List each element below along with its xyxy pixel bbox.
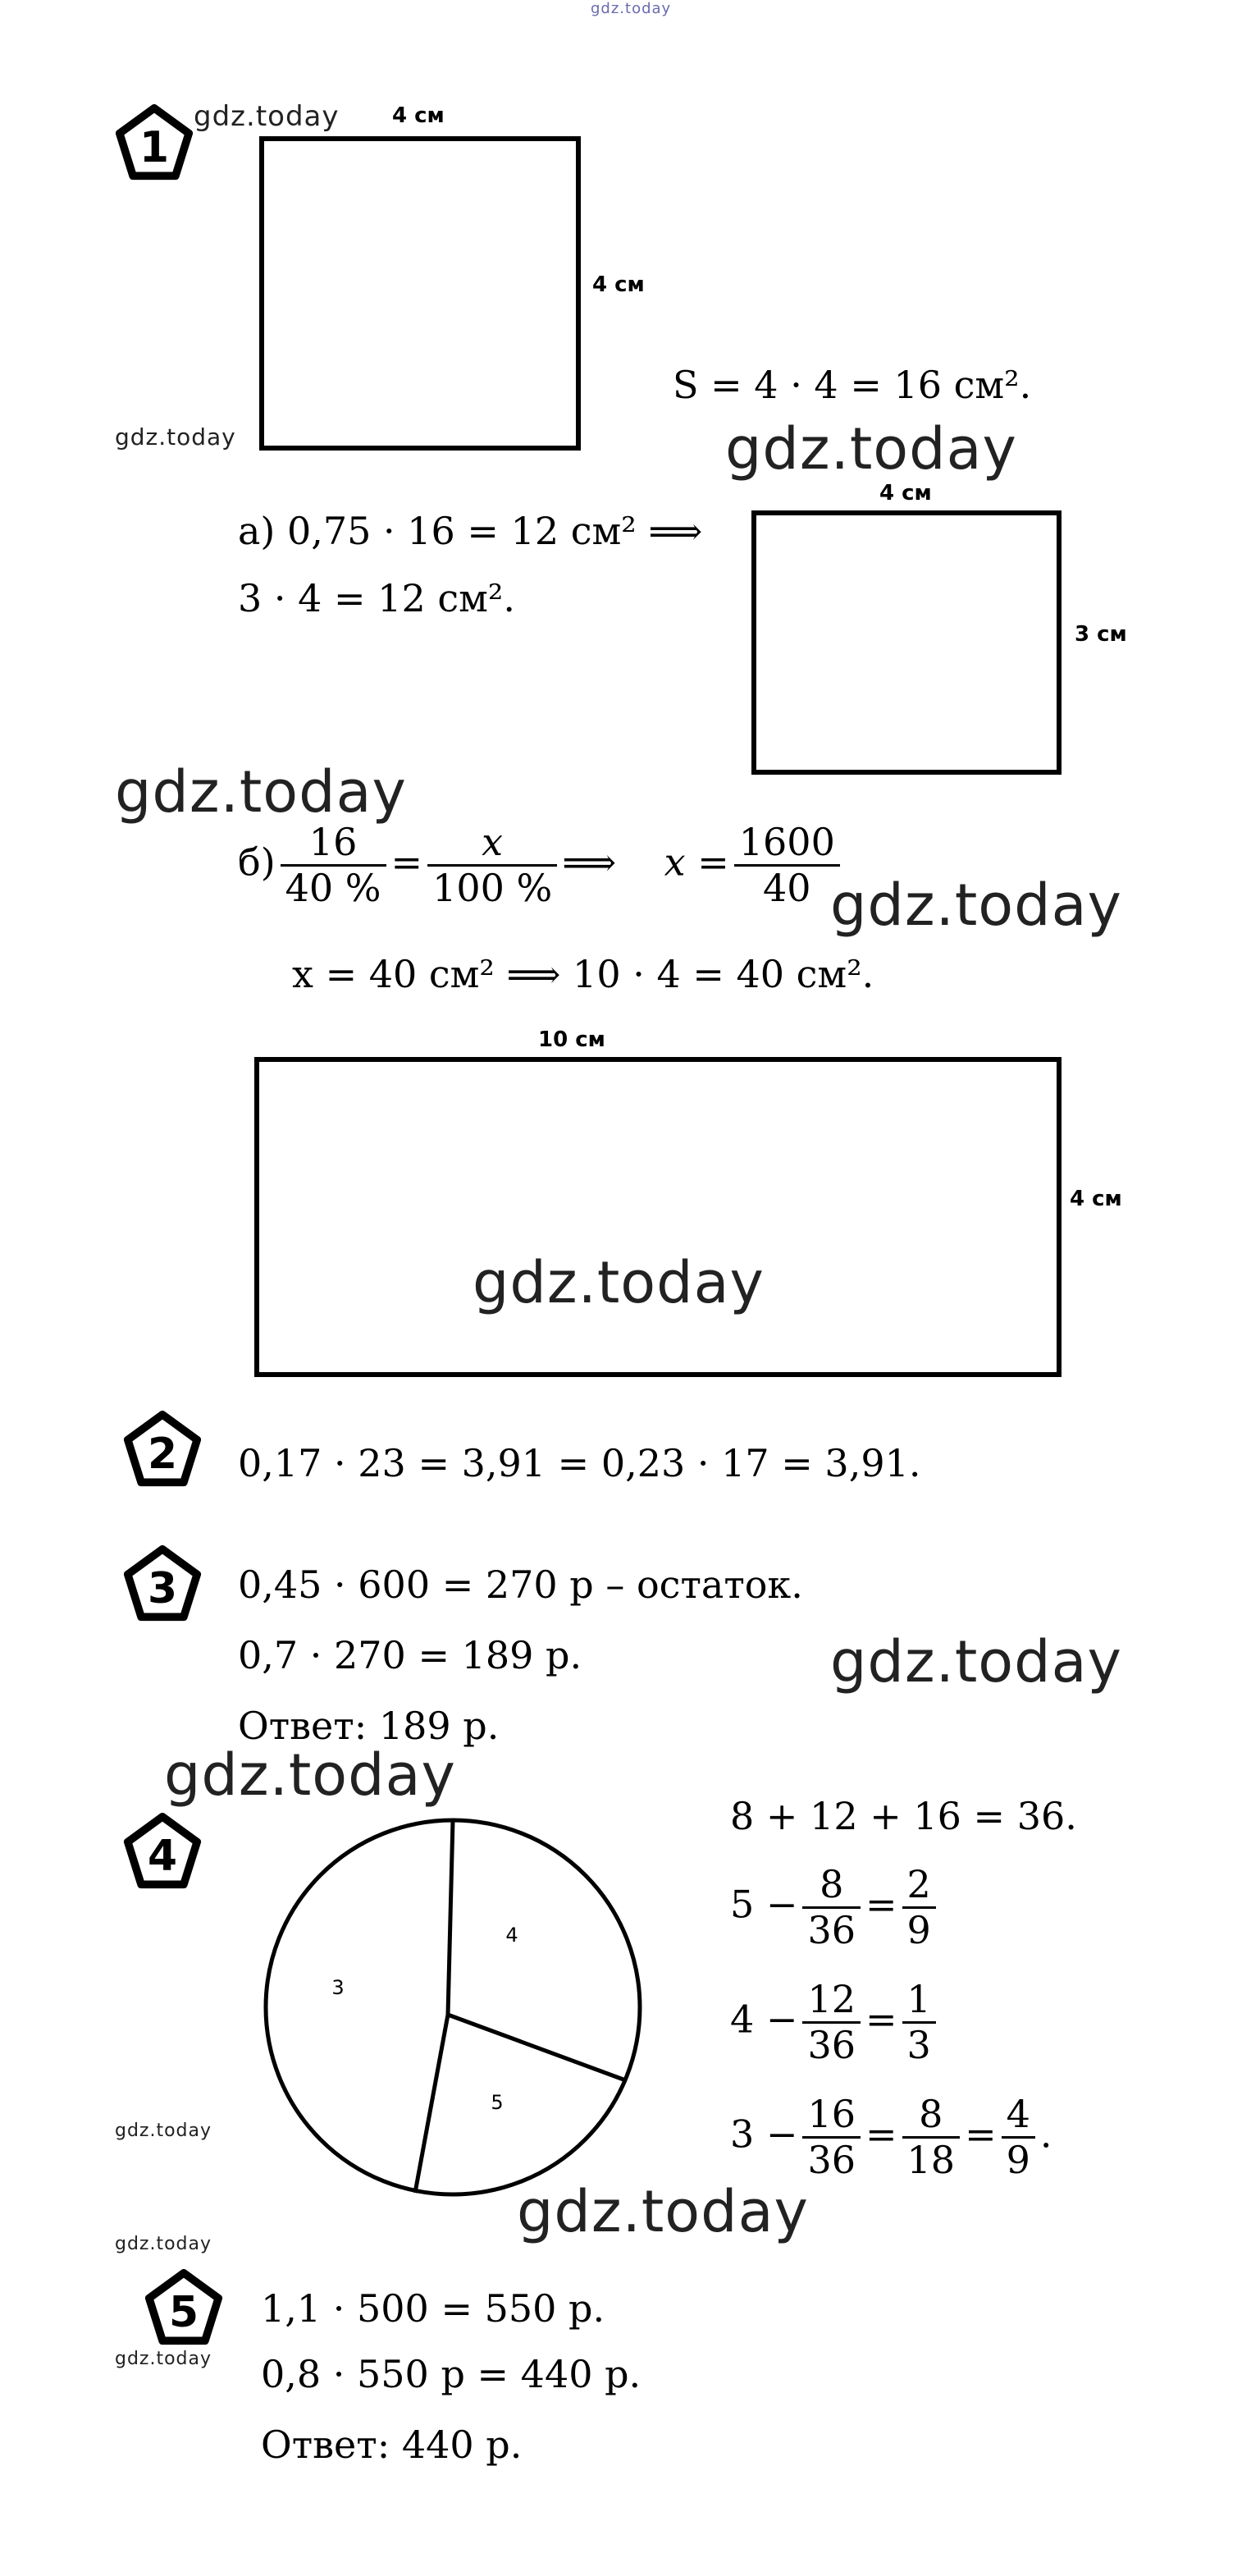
part-b-proportion: б) $\frac{16}{40 \%}$ = $\frac{x}{100 \%}$ ⟹ x = $\frac{1600}{40}$ (238, 821, 845, 910)
pentagon-icon (115, 103, 194, 182)
rect-b-side-label: 4 см (1070, 1187, 1122, 1211)
task-3-answer: Ответ: 189 р. (238, 1704, 500, 1748)
rect-10x4 (254, 1057, 1062, 1377)
task-3-number: 3 (147, 1564, 178, 1614)
pie-chart (259, 1814, 645, 2199)
square-top-label: 4 см (392, 103, 445, 128)
task-3-line1: 0,45 · 600 = 270 р – остаток. (238, 1563, 803, 1607)
watermark-5: gdz.today (830, 872, 1122, 939)
rect-a-top-label: 4 см (879, 481, 932, 506)
rect-4x3 (751, 510, 1062, 775)
watermark-11: gdz.today (115, 2234, 212, 2254)
watermark-2: gdz.today (115, 423, 236, 451)
part-a-line2: 3 · 4 = 12 см². (238, 576, 515, 620)
watermark-4: gdz.today (115, 758, 407, 826)
pie-label-5: 5 (491, 2091, 504, 2114)
watermark-8: gdz.today (164, 1741, 456, 1809)
watermark-9: gdz.today (115, 2121, 212, 2141)
task-5-number: 5 (168, 2288, 199, 2338)
task-4-row2: 4 − $\frac{12}{36}$ = $\frac{1}{3}$ (730, 1978, 941, 2067)
watermark-1: gdz.today (194, 100, 340, 133)
task-3-badge (123, 1544, 202, 1623)
rect-b-top-label: 10 см (538, 1027, 605, 1052)
fraction-16-40: $\frac{16}{40 \%}$ (281, 821, 386, 910)
fraction-1600-40: $\frac{1600}{40}$ (734, 821, 840, 910)
pentagon-icon (144, 2268, 223, 2347)
task-2-line: 0,17 · 23 = 3,91 = 0,23 · 17 = 3,91. (238, 1441, 921, 1485)
task-5-line1: 1,1 · 500 = 550 р. (261, 2286, 605, 2331)
task-5-badge (144, 2268, 223, 2347)
part-b-prefix: б) (238, 840, 276, 885)
rect-a-side-label: 3 см (1075, 622, 1127, 647)
task-2-badge (123, 1410, 202, 1489)
watermark-6: gdz.today (473, 1249, 765, 1316)
pentagon-icon (123, 1544, 202, 1623)
pentagon-icon (123, 1410, 202, 1489)
watermark-10: gdz.today (517, 2178, 809, 2245)
task-4-sum: 8 + 12 + 16 = 36. (730, 1794, 1077, 1838)
task-1-number: 1 (139, 123, 170, 173)
area-formula: S = 4 · 4 = 16 см². (673, 363, 1032, 407)
task-2-number: 2 (147, 1430, 178, 1480)
task-5-answer: Ответ: 440 р. (261, 2423, 523, 2467)
watermark-12: gdz.today (115, 2349, 212, 2369)
task-4-number: 4 (147, 1832, 178, 1882)
task-4-row3: 3 − $\frac{16}{36}$ = $\frac{8}{18}$ = $\frac{4}{9}$ . (730, 2092, 1052, 2182)
task-5-line2: 0,8 · 550 р = 440 р. (261, 2352, 641, 2396)
pie-label-3: 3 (331, 1976, 345, 1999)
fraction-x-100: $\frac{x}{100 \%}$ (427, 821, 557, 910)
task-4-badge (123, 1812, 202, 1891)
watermark-top: gdz.today (591, 0, 672, 17)
pentagon-icon (123, 1812, 202, 1891)
square-4x4 (259, 136, 581, 451)
pie-label-4: 4 (505, 1924, 518, 1947)
watermark-7: gdz.today (830, 1628, 1122, 1695)
task-4-row1: 5 − $\frac{8}{36}$ = $\frac{2}{9}$ (730, 1863, 941, 1952)
part-b-line2: x = 40 см² ⟹ 10 · 4 = 40 см². (292, 952, 874, 996)
square-side-label: 4 см (592, 272, 645, 297)
task-3-line2: 0,7 · 270 = 189 р. (238, 1633, 582, 1677)
watermark-3: gdz.today (725, 415, 1017, 483)
part-a-line1: а) 0,75 · 16 = 12 см² ⟹ (238, 509, 703, 553)
task-1-badge (115, 103, 194, 182)
